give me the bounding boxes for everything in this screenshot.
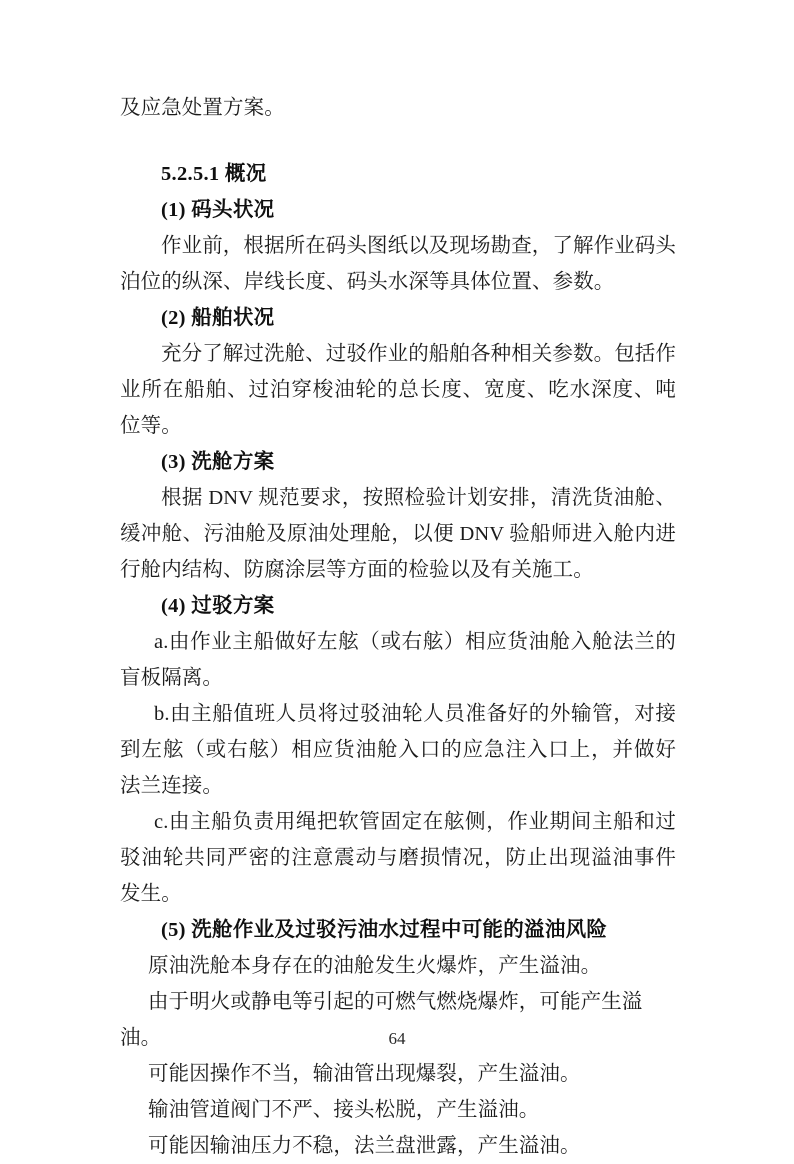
risk-line-5: 可能因输油压力不稳，法兰盘泄露，产生溢油。 [148, 1135, 581, 1157]
subsection-4-item-c: c.由主船负责用绳把软管固定在舷侧，作业期间主船和过驳油轮共同严密的注意震动与磨损情况，防止出现溢油事件发生。 [120, 811, 676, 905]
subsection-2-paragraph-1: 充分了解过洗舱、过驳作业的船舶各种相关参数。包括作业所在船舶、过泊穿梭油轮的总长度、宽度、吃水深度、吨位等。 [120, 343, 676, 437]
risk-line-4: 输油管道阀门不严、接头松脱，产生溢油。 [148, 1099, 540, 1121]
subsection-heading-4: (4) 过驳方案 [161, 595, 275, 617]
subsection-1-paragraph-1: 作业前，根据所在码头图纸以及现场勘查，了解作业码头泊位的纵深、岸线长度、码头水深等具体位置、参数。 [120, 235, 676, 293]
page-content [120, 0, 676, 1164]
risk-line-3: 可能因操作不当，输油管出现爆裂，产生溢油。 [148, 1063, 581, 1085]
page-number: 64 [388, 1029, 406, 1048]
section-heading-5-2-5-1: 5.2.5.1 概况 [161, 163, 267, 185]
heading-spacer [120, 126, 676, 156]
subsection-3-paragraph-1: 根据 DNV 规范要求，按照检验计划安排，清洗货油舱、缓冲舱、污油舱及原油处理舱，以便 DNV 验船师进入舱内进行舱内结构、防腐涂层等方面的检验以及有关施工。 [120, 487, 676, 581]
lead-continuation-line: 及应急处置方案。 [120, 97, 285, 119]
risk-line-1: 原油洗舱本身存在的油舱发生火爆炸，产生溢油。 [148, 955, 602, 977]
subsection-heading-2: (2) 船舶状况 [161, 307, 275, 329]
subsection-heading-5: (5) 洗舱作业及过驳污油水过程中可能的溢油风险 [161, 919, 608, 941]
subsection-heading-3: (3) 洗舱方案 [161, 451, 275, 473]
risk-line-2: 由于明火或静电等引起的可燃气燃烧爆炸，可能产生溢油。 [120, 991, 643, 1049]
subsection-4-item-b: b.由主船值班人员将过驳油轮人员准备好的外输管，对接到左舷（或右舷）相应货油舱入口的应急注入口上，并做好法兰连接。 [120, 703, 676, 797]
subsection-4-item-a: a.由作业主船做好左舷（或右舷）相应货油舱入舱法兰的盲板隔离。 [120, 631, 676, 689]
subsection-heading-1: (1) 码头状况 [161, 199, 275, 221]
